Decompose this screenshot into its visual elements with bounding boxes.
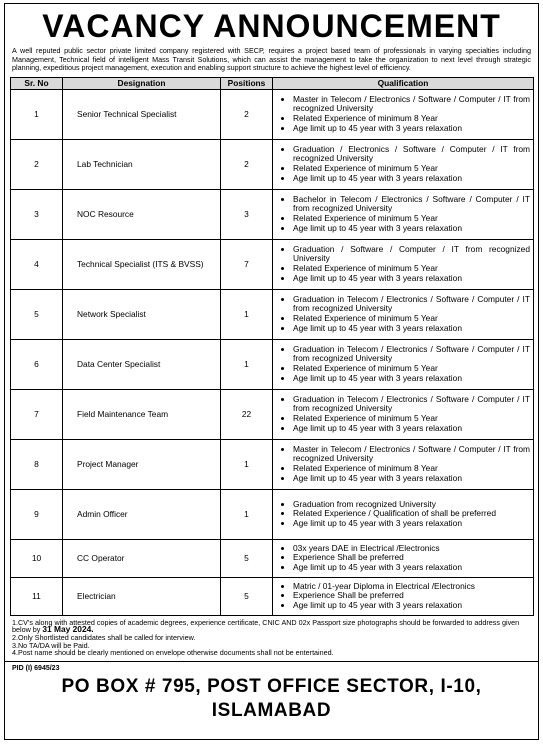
qualification-item: • Age limit up to 45 year with 3 years relaxation [293, 174, 530, 184]
qualification-item: • Experience Shall be preferred [293, 553, 530, 563]
qualification-cell [273, 239, 534, 289]
designation-cell: Data Center Specialist [63, 339, 221, 389]
positions-cell: 1 [221, 339, 273, 389]
qualification-list [273, 395, 530, 434]
qualification-cell [273, 289, 534, 339]
table-row [11, 539, 534, 577]
sr-no-cell: 2 [11, 139, 63, 189]
qualification-cell [273, 89, 534, 139]
qualification-item: • Graduation in Telecom / Electronics / Software / Computer / IT from recognized University [293, 295, 530, 315]
qualification-cell [273, 439, 534, 489]
qualification-item: • Related Experience / Qualification of shall be preferred [293, 509, 530, 519]
qualification-item: • Related Experience of minimum 5 Year [293, 314, 530, 324]
note-1 [12, 619, 531, 634]
qualification-list [273, 500, 530, 529]
designation-cell: Admin Officer [63, 489, 221, 539]
table-row [11, 577, 534, 615]
positions-cell: 2 [221, 139, 273, 189]
qualification-item: • Graduation / Electronics / Software / Computer / IT from recognized University [293, 145, 530, 165]
qualification-list [273, 95, 530, 134]
positions-cell: 3 [221, 189, 273, 239]
deadline-date: 31 May 2024. [42, 624, 94, 635]
qualification-list [273, 445, 530, 484]
qualification-cell [273, 339, 534, 389]
qualification-cell [273, 189, 534, 239]
notes [12, 619, 531, 657]
designation-cell: CC Operator [63, 539, 221, 577]
footer-divider [5, 661, 538, 662]
qualification-item: • Age limit up to 45 year with 3 years relaxation [293, 224, 530, 234]
table-row [11, 489, 534, 539]
header-designation: Designation [63, 77, 221, 89]
table-row [11, 439, 534, 489]
positions-cell: 1 [221, 439, 273, 489]
sr-no-cell: 7 [11, 389, 63, 439]
positions-cell: 5 [221, 539, 273, 577]
designation-cell: Network Specialist [63, 289, 221, 339]
qualification-item: • Age limit up to 45 year with 3 years relaxation [293, 601, 530, 611]
note-3: 3.No TA/DA will be Paid. [12, 640, 90, 650]
note-1-text: 1.CV's along with attested copies of academic degrees, experience certificate, CNIC AND 02x Passport size photographs should be forwarded to address given below by [12, 617, 520, 635]
qualification-item: • Age limit up to 45 year with 3 years relaxation [293, 563, 530, 573]
qualification-item: • Age limit up to 45 year with 3 years relaxation [293, 274, 530, 284]
table-row [11, 289, 534, 339]
designation-cell: Technical Specialist (ITS & BVSS) [63, 239, 221, 289]
intro-paragraph: A well reputed public sector private limited company registered with SECP, requires a project based team of professionals in varying specialties including Management, Technical field of intelligent Mass Transit Solutions, which can assist the management to take the organization to next level through strategic planning, expeditious project management, execution and enabling support structure to achieve the highest level of efficiency. [12, 46, 531, 73]
designation-cell: NOC Resource [63, 189, 221, 239]
header-positions: Positions [221, 77, 273, 89]
advertisement-page [4, 3, 539, 740]
vacancy-table [10, 77, 534, 616]
qualification-item: • Related Experience of minimum 8 Year [293, 114, 530, 124]
qualification-item: • 03x years DAE in Electrical /Electronics [293, 544, 530, 554]
qualification-cell [273, 389, 534, 439]
qualification-list [273, 245, 530, 284]
qualification-item: • Age limit up to 45 year with 3 years relaxation [293, 474, 530, 484]
sr-no-cell: 8 [11, 439, 63, 489]
qualification-item: • Related Experience of minimum 5 Year [293, 414, 530, 424]
qualification-item: • Related Experience of minimum 5 Year [293, 214, 530, 224]
positions-cell: 2 [221, 89, 273, 139]
positions-cell: 5 [221, 577, 273, 615]
table-row [11, 89, 534, 139]
qualification-list [273, 582, 530, 611]
qualification-cell [273, 577, 534, 615]
table-header-row [11, 77, 534, 89]
designation-cell: Senior Technical Specialist [63, 89, 221, 139]
note-4: 4.Post name should be clearly mentioned on envelope otherwise documents shall not be entertained. [12, 648, 334, 658]
designation-cell: Project Manager [63, 439, 221, 489]
qualification-list [273, 345, 530, 384]
header-sr-no: Sr. No [11, 77, 63, 89]
qualification-item: • Graduation in Telecom / Electronics / Software / Computer / IT from recognized University [293, 395, 530, 415]
note-2: 2.Only Shortlisted candidates shall be called for interview. [12, 632, 196, 642]
qualification-item: • Related Experience of minimum 5 Year [293, 264, 530, 274]
qualification-item: • Graduation in Telecom / Electronics / Software / Computer / IT from recognized University [293, 345, 530, 365]
qualification-item: • Age limit up to 45 year with 3 years relaxation [293, 519, 530, 529]
qualification-item: • Age limit up to 45 year with 3 years relaxation [293, 374, 530, 384]
table-row [11, 189, 534, 239]
po-box-address: PO BOX # 795, POST OFFICE SECTOR, I-10, ISLAMABAD [61, 675, 482, 721]
qualification-list [273, 544, 530, 573]
sr-no-cell: 4 [11, 239, 63, 289]
designation-cell: Field Maintenance Team [63, 389, 221, 439]
table-row [11, 339, 534, 389]
qualification-item: • Master in Telecom / Electronics / Software / Computer / IT from recognized University [293, 445, 530, 465]
sr-no-cell: 11 [11, 577, 63, 615]
qualification-item: • Related Experience of minimum 8 Year [293, 464, 530, 474]
positions-cell: 1 [221, 489, 273, 539]
qualification-item: • Experience Shall be preferred [293, 591, 530, 601]
qualification-list [273, 195, 530, 234]
designation-cell: Lab Technician [63, 139, 221, 189]
sr-no-cell: 6 [11, 339, 63, 389]
qualification-item: • Age limit up to 45 year with 3 years relaxation [293, 124, 530, 134]
qualification-list [273, 145, 530, 184]
qualification-item: • Age limit up to 45 year with 3 years relaxation [293, 324, 530, 334]
sr-no-cell: 1 [11, 89, 63, 139]
sr-no-cell: 9 [11, 489, 63, 539]
sr-no-cell: 10 [11, 539, 63, 577]
qualification-item: • Master in Telecom / Electronics / Software / Computer / IT from recognized University [293, 95, 530, 115]
qualification-item: • Bachelor in Telecom / Electronics / Software / Computer / IT from recognized University [293, 195, 530, 215]
table-row [11, 139, 534, 189]
header-qualification: Qualification [273, 77, 534, 89]
table-row [11, 389, 534, 439]
qualification-cell [273, 489, 534, 539]
qualification-list [273, 295, 530, 334]
positions-cell: 22 [221, 389, 273, 439]
positions-cell: 7 [221, 239, 273, 289]
sr-no-cell: 5 [11, 289, 63, 339]
qualification-item: • Age limit up to 45 year with 3 years relaxation [293, 424, 530, 434]
qualification-cell [273, 539, 534, 577]
qualification-cell [273, 139, 534, 189]
page-title: VACANCY ANNOUNCEMENT [42, 8, 501, 44]
designation-cell: Electrician [63, 577, 221, 615]
qualification-item: • Related Experience of minimum 5 Year [293, 164, 530, 174]
sr-no-cell: 3 [11, 189, 63, 239]
qualification-item: • Related Experience of minimum 5 Year [293, 364, 530, 374]
positions-cell: 1 [221, 289, 273, 339]
qualification-item: • Graduation from recognized University [293, 500, 530, 510]
qualification-item: • Graduation / Software / Computer / IT from recognized University [293, 245, 530, 265]
pid-number: PID (I) 6945/23 [12, 664, 60, 672]
qualification-item: • Matric / 01-year Diploma in Electrical /Electronics [293, 582, 530, 592]
table-row [11, 239, 534, 289]
